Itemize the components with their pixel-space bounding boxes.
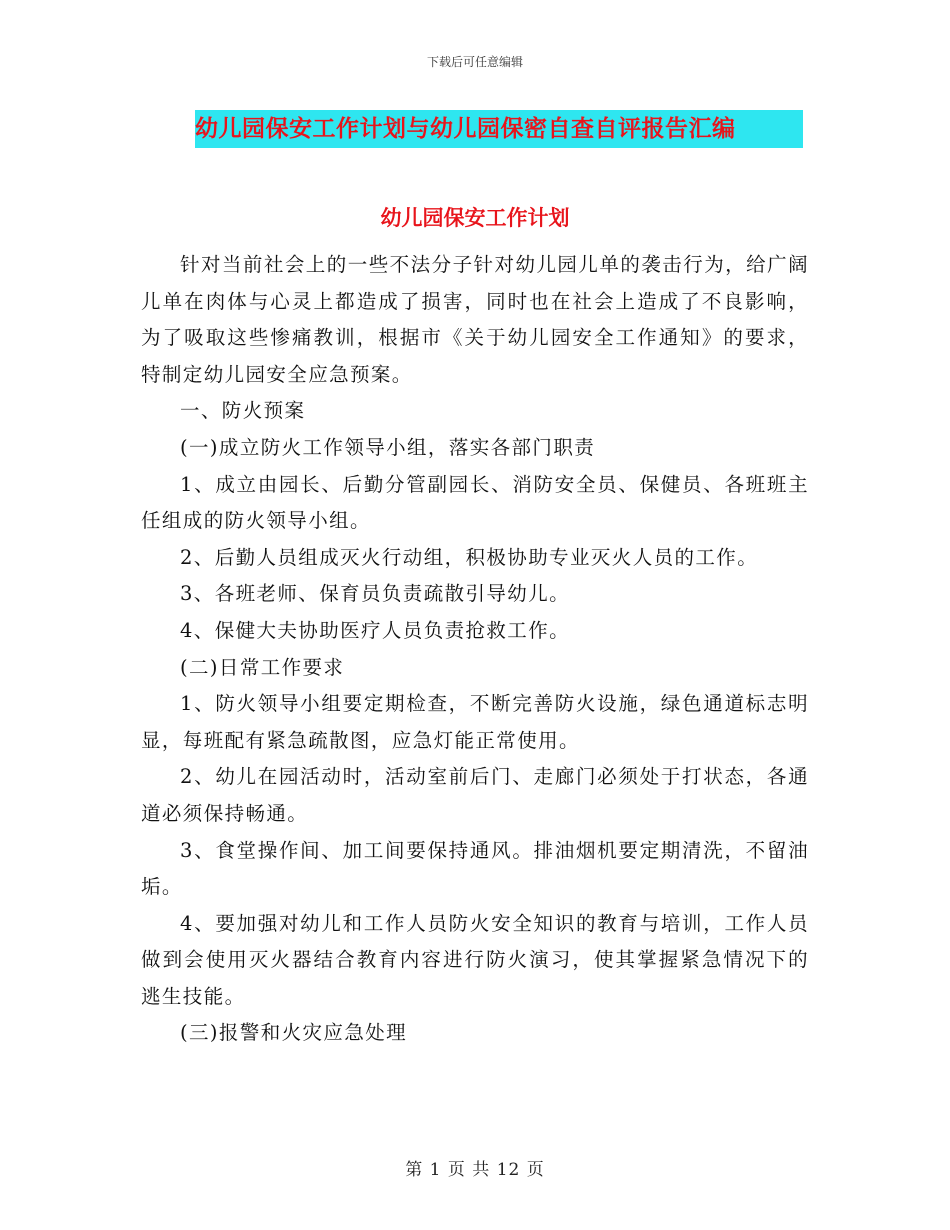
subheading-leadership-group: (一)成立防火工作领导小组，落实各部门职责 — [180, 435, 596, 459]
list-item: 3、食堂操作间、加工间要保持通风。排油烟机要定期清洗，不留油垢。 — [141, 838, 809, 899]
heading-fire-plan: 一、防火预案 — [180, 399, 306, 423]
list-item: 1、成立由园长、后勤分管副园长、消防安全员、保健员、各班班主任组成的防火领导小组。 — [141, 472, 809, 533]
list-item: 2、后勤人员组成灭火行动组，积极协助专业灭火人员的工作。 — [180, 545, 759, 569]
section-title: 幼儿园保安工作计划 — [380, 206, 570, 230]
list-item: 4、要加强对幼儿和工作人员防火安全知识的教育与培训，工作人员做到会使用灭火器结合教育内容进行防火演习，使其掌握紧急情况下的逃生技能。 — [141, 911, 809, 1008]
document-body — [141, 247, 809, 1052]
page-number: 第 1 页 共 12 页 — [405, 1160, 545, 1180]
list-item: 3、各班老师、保育员负责疏散引导幼儿。 — [180, 582, 571, 606]
subheading-alarm-handling: (三)报警和火灾应急处理 — [180, 1021, 408, 1045]
list-item: 1、防火领导小组要定期检查，不断完善防火设施，绿色通道标志明显，每班配有紧急疏散图，应急灯能正常使用。 — [141, 692, 809, 752]
list-item: 2、幼儿在园活动时，活动室前后门、走廊门必须处于打状态，各通道必须保持畅通。 — [141, 765, 809, 825]
header-note: 下载后可任意编辑 — [426, 55, 523, 69]
subheading-daily-requirements: (二)日常工作要求 — [180, 655, 345, 679]
paragraph-intro: 针对当前社会上的一些不法分子针对幼儿园儿单的袭击行为，给广阔儿单在肉体与心灵上都造成了损害，同时也在社会上造成了不良影响，为了吸取这些惨痛教训，根据市《关于幼儿园安全工作通知》的要求，特制定幼儿园安全应急预案。 — [141, 253, 809, 386]
list-item: 4、保健大夫协助医疗人员负责抢救工作。 — [180, 618, 571, 642]
document-main-title: 幼儿园保安工作计划与幼儿园保密自查自评报告汇编 — [195, 110, 803, 148]
